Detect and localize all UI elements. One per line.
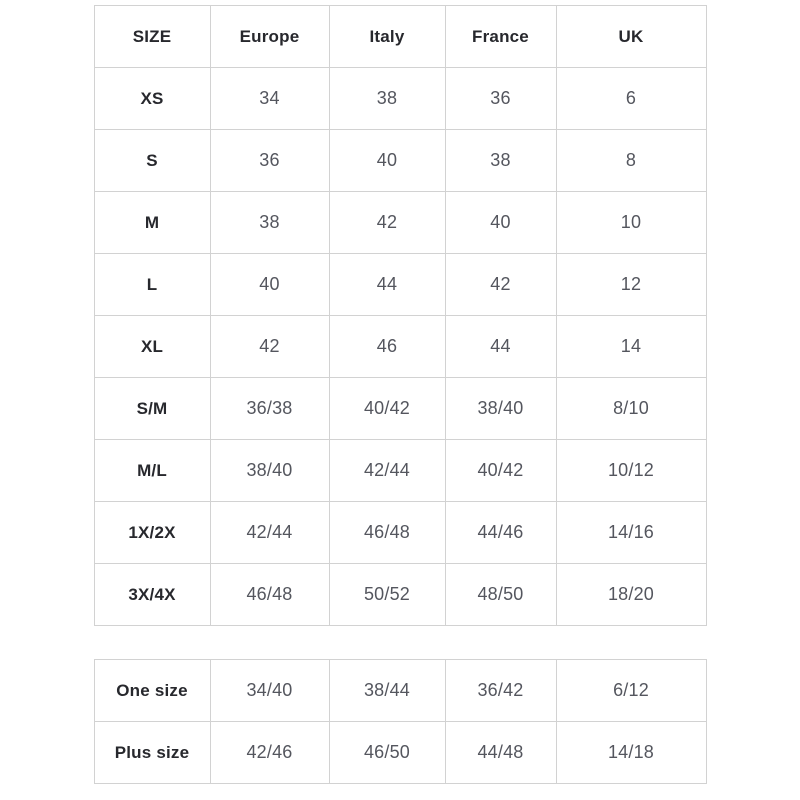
size-value-cell: 44/46	[445, 502, 556, 564]
size-value-cell: 6/12	[556, 660, 706, 722]
size-value-cell: 42	[445, 254, 556, 316]
size-value-cell: 40	[210, 254, 329, 316]
size-value-cell: 10	[556, 192, 706, 254]
size-value-cell: 42/44	[329, 440, 445, 502]
size-label-cell: 1X/2X	[94, 502, 210, 564]
size-value-cell: 8/10	[556, 378, 706, 440]
table-row	[94, 660, 706, 722]
size-value-cell: 14	[556, 316, 706, 378]
size-value-cell: 42/46	[210, 722, 329, 784]
table-row	[94, 316, 706, 378]
size-value-cell: 42	[210, 316, 329, 378]
column-header-france: France	[445, 6, 556, 68]
size-label-cell: 3X/4X	[94, 564, 210, 626]
size-value-cell: 10/12	[556, 440, 706, 502]
size-label-cell: M/L	[94, 440, 210, 502]
size-value-cell: 46	[329, 316, 445, 378]
size-label-cell: L	[94, 254, 210, 316]
table-row	[94, 502, 706, 564]
column-header-europe: Europe	[210, 6, 329, 68]
size-label-cell: XL	[94, 316, 210, 378]
table-row	[94, 440, 706, 502]
table-row	[94, 378, 706, 440]
size-value-cell: 40/42	[445, 440, 556, 502]
size-label-cell: XS	[94, 68, 210, 130]
size-value-cell: 18/20	[556, 564, 706, 626]
size-value-cell: 46/50	[329, 722, 445, 784]
table-row	[94, 254, 706, 316]
size-value-cell: 42/44	[210, 502, 329, 564]
size-label-cell: M	[94, 192, 210, 254]
size-value-cell: 44	[445, 316, 556, 378]
size-value-cell: 44/48	[445, 722, 556, 784]
size-value-cell: 46/48	[210, 564, 329, 626]
size-label-cell: One size	[94, 660, 210, 722]
column-header-uk: UK	[556, 6, 706, 68]
size-value-cell: 38/44	[329, 660, 445, 722]
table-row	[94, 68, 706, 130]
size-value-cell: 38/40	[445, 378, 556, 440]
size-value-cell: 38	[329, 68, 445, 130]
size-value-cell: 50/52	[329, 564, 445, 626]
size-label-cell: Plus size	[94, 722, 210, 784]
header-row	[94, 6, 706, 68]
size-value-cell: 8	[556, 130, 706, 192]
size-value-cell: 40	[445, 192, 556, 254]
size-value-cell: 38	[210, 192, 329, 254]
size-value-cell: 44	[329, 254, 445, 316]
size-value-cell: 40	[329, 130, 445, 192]
size-value-cell: 6	[556, 68, 706, 130]
table-row	[94, 192, 706, 254]
special-size-table	[94, 659, 707, 784]
column-header-size: SIZE	[94, 6, 210, 68]
size-value-cell: 46/48	[329, 502, 445, 564]
size-label-cell: S/M	[94, 378, 210, 440]
size-value-cell: 12	[556, 254, 706, 316]
table-row	[94, 130, 706, 192]
size-value-cell: 34/40	[210, 660, 329, 722]
size-value-cell: 40/42	[329, 378, 445, 440]
size-value-cell: 36/38	[210, 378, 329, 440]
table-row	[94, 722, 706, 784]
size-value-cell: 42	[329, 192, 445, 254]
size-value-cell: 38/40	[210, 440, 329, 502]
size-value-cell: 36/42	[445, 660, 556, 722]
size-conversion-table	[94, 5, 707, 626]
column-header-italy: Italy	[329, 6, 445, 68]
size-value-cell: 36	[210, 130, 329, 192]
size-value-cell: 48/50	[445, 564, 556, 626]
size-value-cell: 14/18	[556, 722, 706, 784]
size-value-cell: 34	[210, 68, 329, 130]
table-row	[94, 564, 706, 626]
size-value-cell: 36	[445, 68, 556, 130]
size-label-cell: S	[94, 130, 210, 192]
size-value-cell: 14/16	[556, 502, 706, 564]
size-value-cell: 38	[445, 130, 556, 192]
